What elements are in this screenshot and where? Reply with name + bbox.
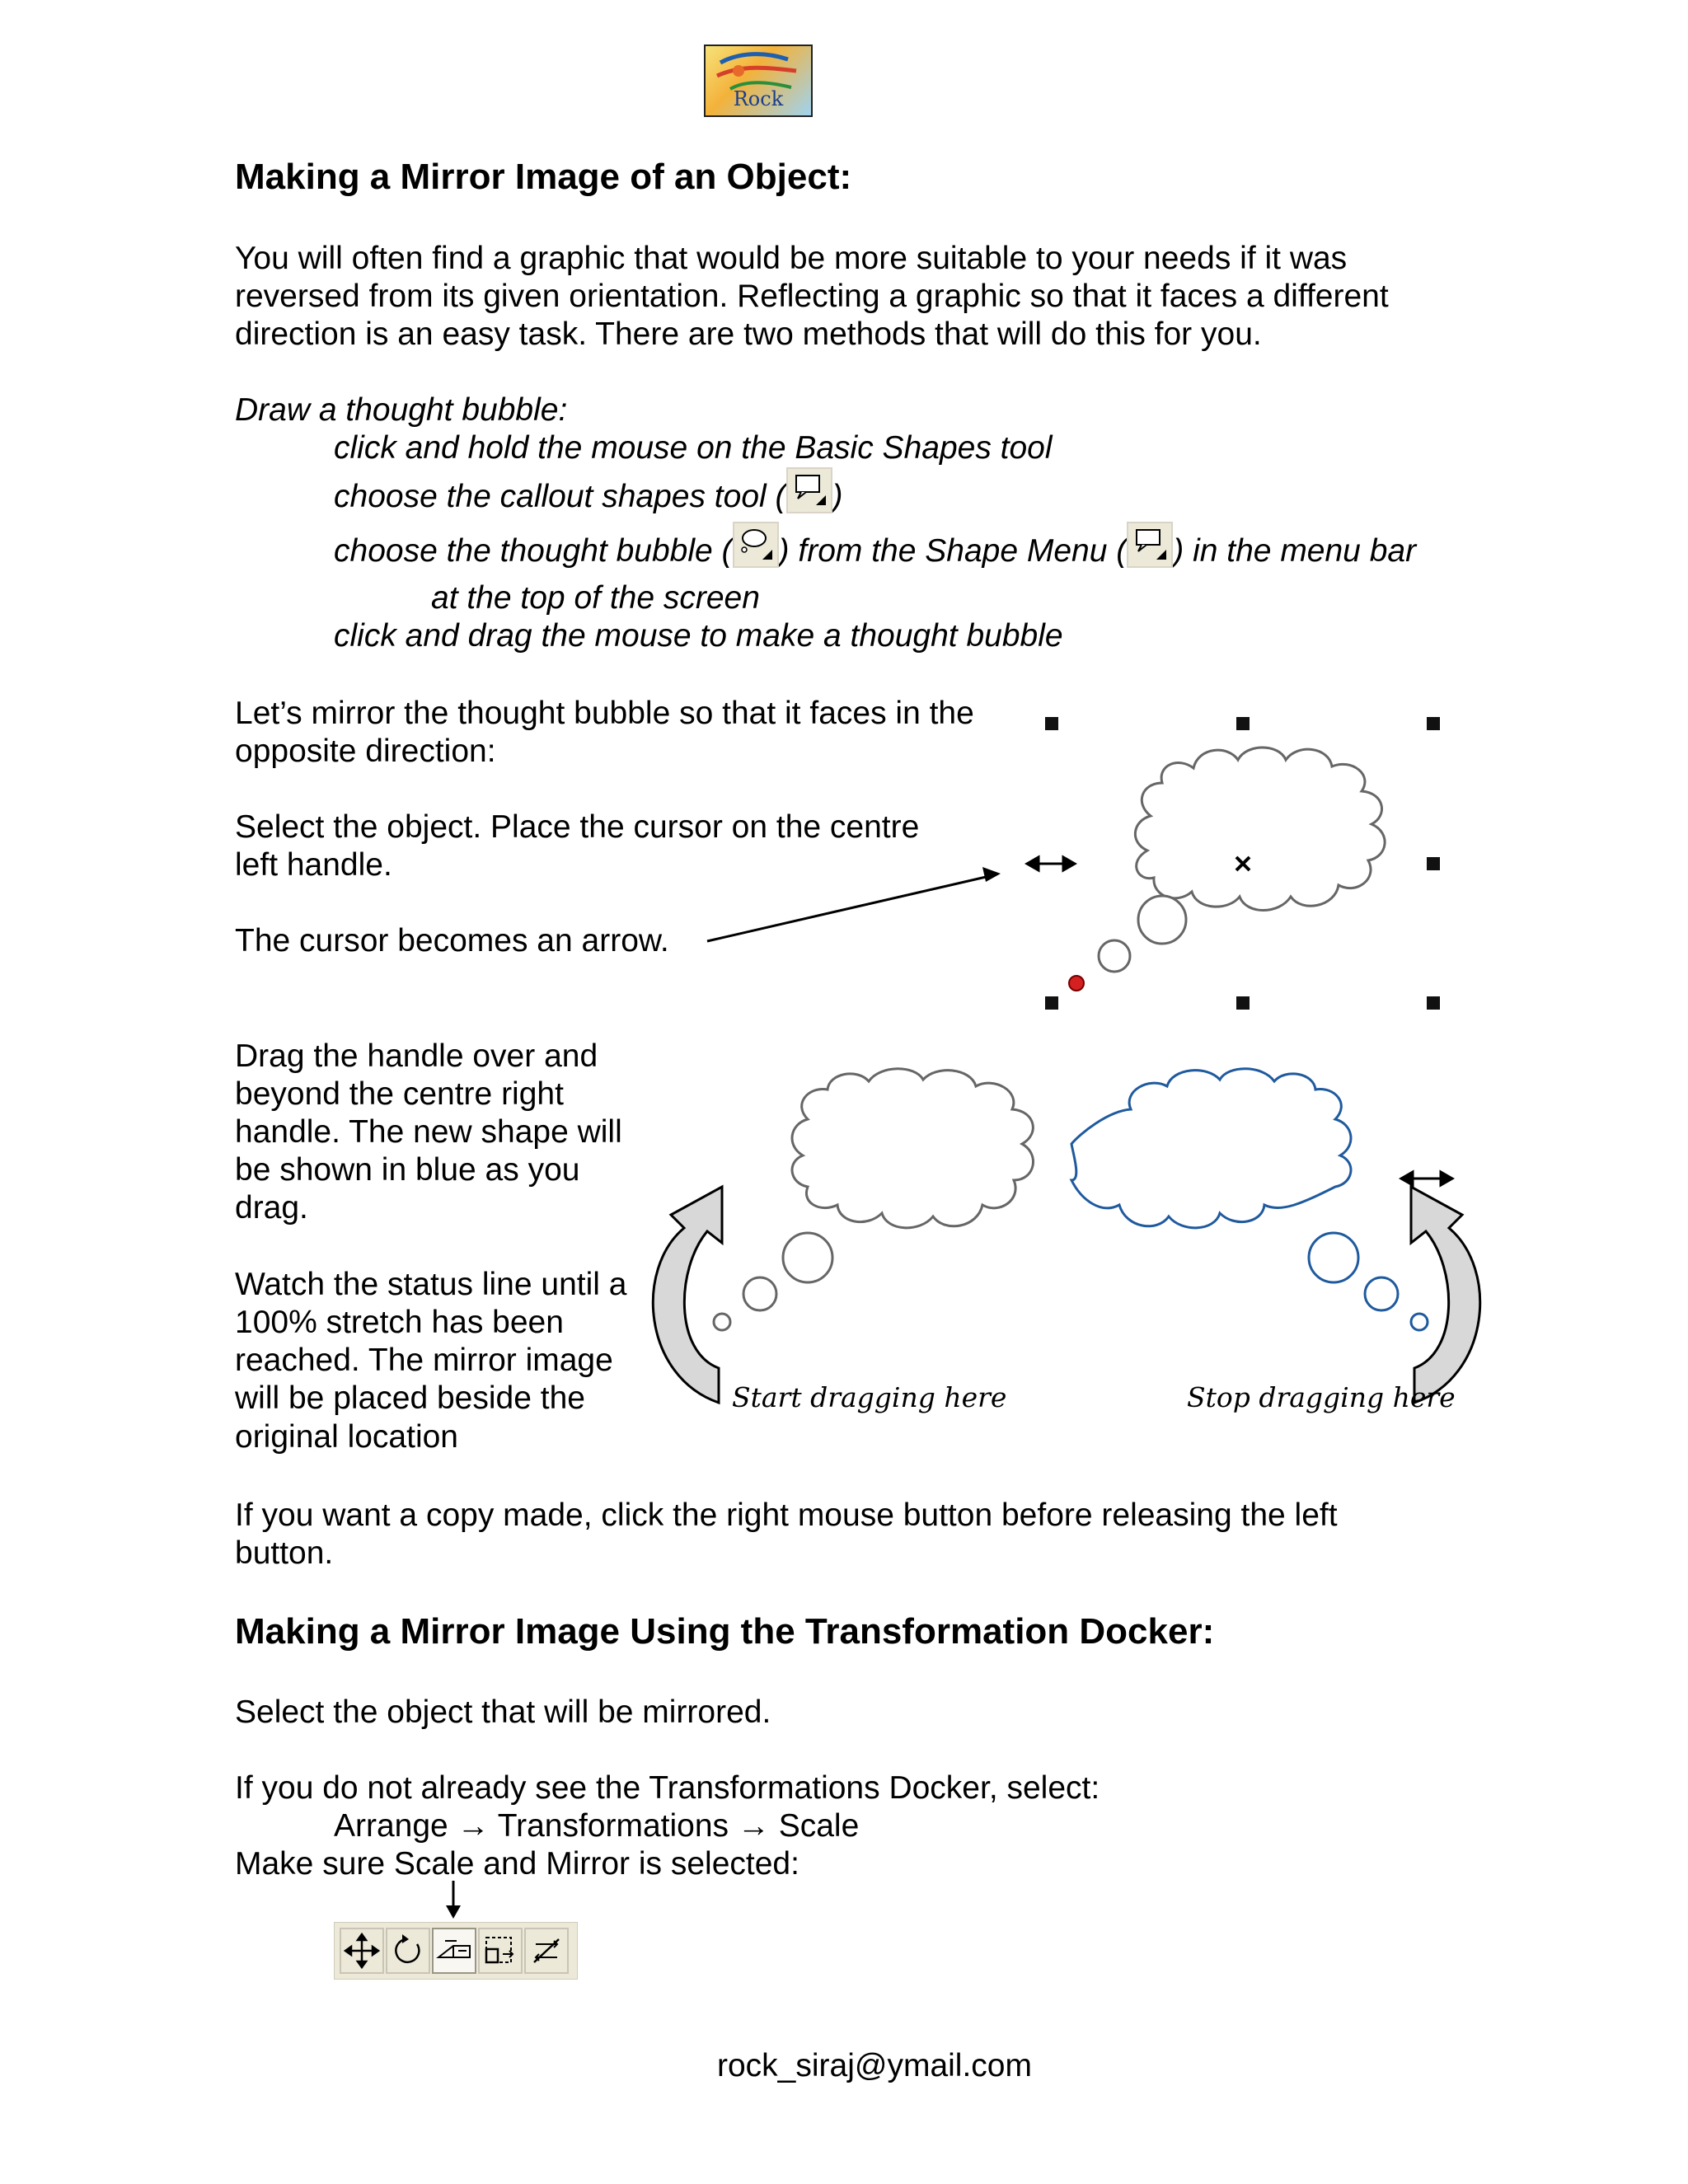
size-icon	[480, 1929, 521, 1972]
drag-text-2: beyond the centre right	[235, 1076, 564, 1112]
double-arrow-icon	[1401, 1172, 1452, 1185]
skew-icon	[526, 1929, 567, 1972]
move-button[interactable]	[340, 1928, 384, 1974]
section-title-mirror: Making a Mirror Image of an Object:	[235, 157, 852, 197]
thought-bubble-icon	[733, 522, 779, 568]
step-3-text-c: ) in the menu bar	[1173, 533, 1417, 569]
drag-text-1: Drag the handle over and	[235, 1038, 598, 1074]
size-button[interactable]	[478, 1928, 523, 1974]
pointer-arrow-head	[982, 867, 1001, 882]
callout-shapes-tool-icon	[786, 467, 832, 513]
drag-text-5: drag.	[235, 1190, 308, 1226]
step-1: click and hold the mouse on the Basic Shapes tool	[334, 430, 1053, 466]
watch-text-2: 100% stretch has been	[235, 1305, 564, 1340]
mirror-circle-medium	[1365, 1277, 1398, 1310]
step-2	[334, 467, 843, 516]
watch-text-3: reached. The mirror image	[235, 1343, 613, 1378]
step-3-text-b: ) from the Shape Menu (	[778, 533, 1128, 569]
mirror-circle-small	[1411, 1314, 1428, 1330]
source-circle-medium	[743, 1277, 776, 1310]
bubble-circle-large	[1138, 896, 1186, 944]
intro-line-2: reversed from its given orientation. Reflecting a graphic so that it faces a different	[235, 279, 1389, 314]
step-3-continued: at the top of the screen	[431, 580, 760, 616]
section2-line-2: If you do not already see the Transformations Docker, select:	[235, 1770, 1100, 1806]
mirror-intro-1: Let’s mirror the thought bubble so that it faces in the	[235, 696, 974, 731]
select-text-2: left handle.	[235, 847, 392, 883]
scale-mirror-icon	[434, 1929, 475, 1972]
rotate-button[interactable]	[386, 1928, 430, 1974]
section2-line-3: Make sure Scale and Mirror is selected:	[235, 1846, 799, 1882]
step-3-text-a: choose the thought bubble (	[334, 533, 733, 569]
drag-text-3: handle. The new shape will	[235, 1114, 622, 1150]
step-3	[334, 522, 1416, 570]
resize-cursor-icon	[1027, 857, 1075, 870]
intro-line-3: direction is an easy task. There are two methods that will do this for you.	[235, 316, 1262, 352]
skew-button[interactable]	[524, 1928, 569, 1974]
move-icon	[341, 1929, 382, 1972]
steps-heading: Draw a thought bubble:	[235, 392, 568, 428]
rotate-icon	[387, 1929, 429, 1972]
figure-selected-bubble	[692, 692, 1451, 1022]
select-text-1: Select the object. Place the cursor on the centre	[235, 809, 920, 845]
source-circle-small	[714, 1314, 730, 1330]
copy-text-1: If you want a copy made, click the right mouse button before releasing the left	[235, 1497, 1338, 1533]
drag-text-4: be shown in blue as you	[235, 1152, 580, 1188]
section2-line-1: Select the object that will be mirrored.	[235, 1694, 771, 1730]
pointer-arrow-line	[707, 875, 993, 941]
thought-bubble-mirrored	[1071, 1069, 1351, 1228]
step-2-text-a: choose the callout shapes tool (	[334, 479, 786, 514]
shape-menu-icon	[1127, 522, 1173, 568]
step-4: click and drag the mouse to make a thought bubble	[334, 618, 1063, 654]
curved-arrow-stop	[1411, 1187, 1480, 1403]
bubble-circle-small	[1099, 940, 1130, 972]
logo	[704, 45, 813, 117]
cursor-text: The cursor becomes an arrow.	[235, 923, 669, 958]
footer-email[interactable]: rock_siraj@ymail.com	[717, 2048, 1032, 2083]
thought-bubble-original	[1135, 748, 1385, 911]
watch-text-5: original location	[235, 1419, 459, 1455]
transformations-toolbar	[334, 1922, 578, 1980]
rotation-center-marker	[1069, 976, 1084, 991]
mirror-intro-2: opposite direction:	[235, 733, 496, 769]
curved-arrow-start	[653, 1187, 722, 1403]
mirror-circle-large	[1309, 1233, 1358, 1282]
thought-bubble-source	[792, 1069, 1033, 1228]
copy-text-2: button.	[235, 1535, 334, 1571]
caption-start-dragging: Start dragging here	[732, 1381, 1007, 1413]
scale-mirror-button[interactable]	[432, 1928, 476, 1974]
watch-text-4: will be placed beside the	[235, 1380, 585, 1416]
watch-text-1: Watch the status line until a	[235, 1267, 627, 1302]
source-circle-large	[783, 1233, 832, 1282]
caption-stop-dragging: Stop dragging here	[1187, 1381, 1456, 1413]
down-arrow-indicator	[443, 1881, 463, 1920]
intro-line-1: You will often find a graphic that would be more suitable to your needs if it was	[235, 241, 1348, 276]
step-2-text-b: )	[832, 479, 843, 514]
logo-text: Rock	[733, 87, 784, 110]
section-title-transformation: Making a Mirror Image Using the Transformation Docker:	[235, 1611, 1215, 1652]
menu-path: Arrange → Transformations → Scale	[334, 1808, 860, 1844]
figure-mirror-drag	[643, 1063, 1500, 1426]
